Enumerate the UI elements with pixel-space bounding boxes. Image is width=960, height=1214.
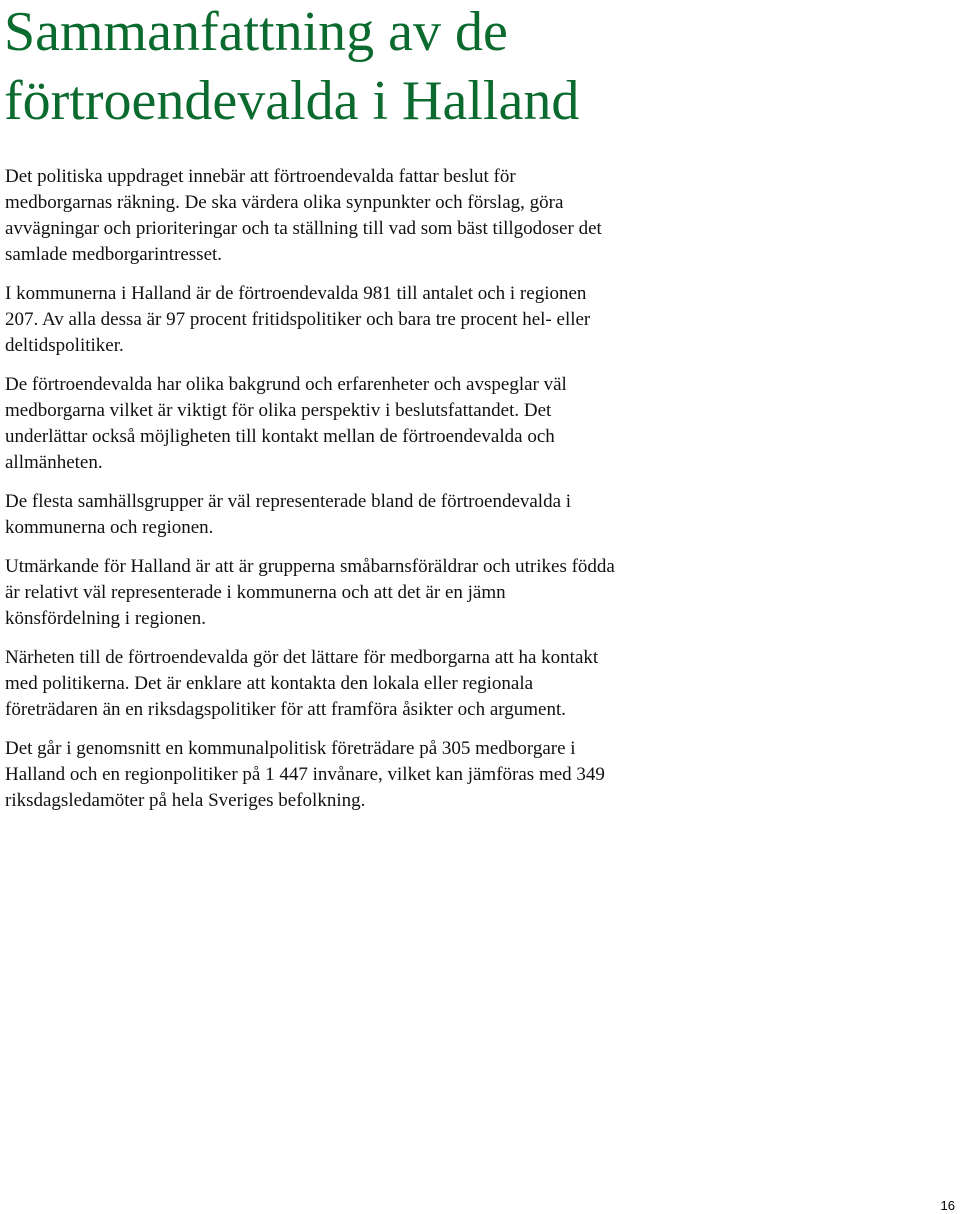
body-text [5, 164, 765, 827]
paragraph-proximity: Närheten till de förtroendevalda gör det lättare för medborgarna att ha kontakt med politikerna. Det är enklare att kontakta den lokala eller regionala företrädaren än en riksdagspolitiker för att framföra åsikter och argument. [5, 647, 599, 720]
paragraph-representation: De flesta samhällsgrupper är väl representerade bland de förtroendevalda i kommunerna och regionen. [5, 491, 572, 538]
paragraph-halland-characteristics: Utmärkande för Halland är att är grupperna småbarnsföräldrar och utrikes födda är relativt väl representerade i kommunerna och att det är en jämn könsfördelning i regionen. [5, 556, 615, 629]
paragraph-background: De förtroendevalda har olika bakgrund och erfarenheter och avspeglar väl medborgarna vilket är viktigt för olika perspektiv i beslutsfattandet. Det underlättar också möjligheten till kontakt mellan de förtroendevalda och allmänheten. [5, 374, 567, 473]
page-title: Sammanfattning av de förtroendevalda i Halland [4, 1, 580, 132]
paragraph-ratio: Det går i genomsnitt en kommunalpolitisk företrädare på 305 medborgare i Halland och en regionpolitiker på 1 447 invånare, vilket kan jämföras med 349 riksdagsledamöter på hela Sveriges befolkning. [5, 738, 605, 811]
paragraph-elected-count: I kommunerna i Halland är de förtroendevalda 981 till antalet och i regionen 207. Av alla dessa är 97 procent fritidspolitiker och bara tre procent hel- eller deltidspolitiker. [5, 283, 591, 356]
paragraph-political-mission: Det politiska uppdraget innebär att förtroendevalda fattar beslut för medborgarnas räkning. De ska värdera olika synpunkter och förslag, göra avvägningar och prioriteringar och ta ställning till vad som bäst tillgodoser det samlade medborgarintresset. [5, 166, 602, 265]
page-number: 16 [940, 1198, 955, 1213]
